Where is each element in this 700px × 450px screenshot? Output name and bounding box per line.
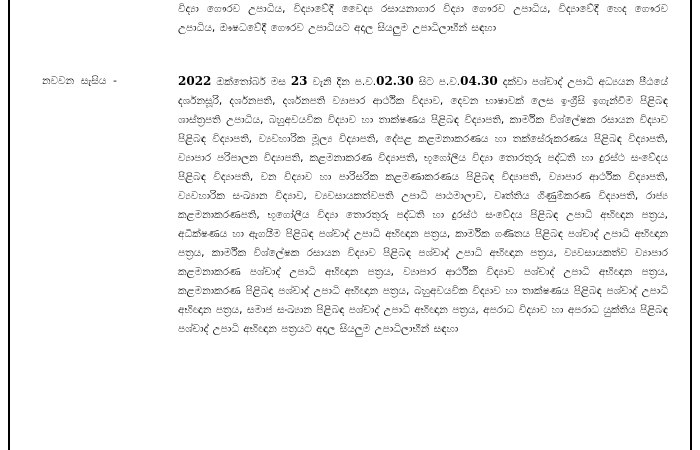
page-border-right <box>690 0 692 450</box>
session-text: දක්වා පශ්චාද් උපාධි අධ්‍යයන පීඨයේ දර්ශනසූරි, දර්ශනපති, දර්ශනපති ව්‍යාපාර ආර්ථික විද්‍යාව, දෙවන භාෂාවක් ලෙස ඉංග්‍රීසි ඉගැන්වීම පිළිබඳ ශාස්ත්‍රපති උපාධිය, බහුඅවයවික විද්‍යාව හා තාක්ෂණය පිළිබඳ විද්‍යාපති, කාර්මික විශ්ලේෂක රසායන විද්‍යාව පිළිබඳ විද්‍යාපති, ව්‍යවහාරික මූල්‍ය විද්‍යාපති, දේපළ කළමනාකරණය හා තක්සේරුකරණය පිළිබඳ විද්‍යාපති, ව්‍යාපාර පරිපාලන විද්‍යාපති, කළමනාකරණ විද්‍යාපති, භූගෝලීය විද්‍යා තොරතුරු පද්ධති හා දුරස්ථ සංවේදය පිළිබඳ විද්‍යාපති, වන විද්‍යාව හා පාරිසරික කළමණාකරණය පිළිබඳ විද්‍යාපති, ව්‍යාපාර ආර්ථික විද්‍යාපති, ව්‍යවහාරික සංඛ්‍යාන විද්‍යාව, ව්‍යවසායකත්වපති උපාධි පාඨමාලාව, වෘත්තිය ගිණුම්කරණ විද්‍යාපති, රාජ්‍ය කළමනාකරණපති, භූගෝලීය විද්‍යා තොරතුරු පද්ධති හා දුරස්ථ සංවේදය පිළිබඳ උපාධි අභිඥාන පත්‍රය, අධීක්ෂණය හා ඇගයීම පිළිබඳ පශ්චාද් උපාධි අභිඥාන පත්‍රය, කාර්මික ගණිතය පිළිබඳ පශ්චාද් උපාධි අභිඥාන පත්‍රය, කාර්මික විශ්ලේෂක රසායන විද්‍යාව පිළිබඳ පශ්චාද් උපාධි අභිඥාන පත්‍රය, ව්‍යවසායකත්ව ව්‍යාපාර කළමනාකරණ පශ්චාද් උපාධි අභිඥාන පත්‍රය, ව්‍යාපාර ආර්ථික විද්‍යාව පශ්චාද් උපාධි අභිඥාන පත්‍රය, කළමනාකරණ පිළිබඳ පශ්චාද් උපාධි අභිඥාන පත්‍රය, බහුඅවයවික විද්‍යාව හා තාක්ෂණය පිළිබඳ පශ්චාද් උපාධි අභිඥාන පත්‍රය, සමාජ සංඛ්‍යාන පිළිබඳ පශ්චාද් උපාධි අභිඥාන පත්‍රය, අපරාධ විද්‍යාව හා අපරාධ යුක්තිය පිළිබඳ පශ්චාද් උපාධි අභිඥාන පත්‍රයට අදාල සියලුම උපාධිලාභීන් සඳහා <box>178 76 669 335</box>
session-time-end: 04.30 <box>460 74 498 88</box>
session-time-mid: සිට ප.ව. <box>418 76 461 88</box>
session-label: නවවන සැසිය - <box>42 75 117 87</box>
session-day-suffix: වැනි දින ප.ව. <box>312 76 377 88</box>
previous-session-continuation: විද්‍යා ගෞරව උපාධිය, විද්‍යාවේදී වෛද්‍ය රසායනාගාර විද්‍යා ගෞරව උපාධිය, විද්‍යාවේදී හෙද ගෞරව උපාධිය, ඖෂධවේදී ගෞරව උපාධියට අදාල සියලුම උපාධිලාභීන් සඳහා <box>178 3 668 34</box>
page-border-left <box>8 0 10 450</box>
session-day: 23 <box>290 74 308 88</box>
session-time-start: 02.30 <box>376 74 414 88</box>
session-year: 2022 <box>178 74 212 88</box>
session-description <box>178 72 668 339</box>
session-month: ඔක්තෝබර් මස <box>216 76 286 88</box>
